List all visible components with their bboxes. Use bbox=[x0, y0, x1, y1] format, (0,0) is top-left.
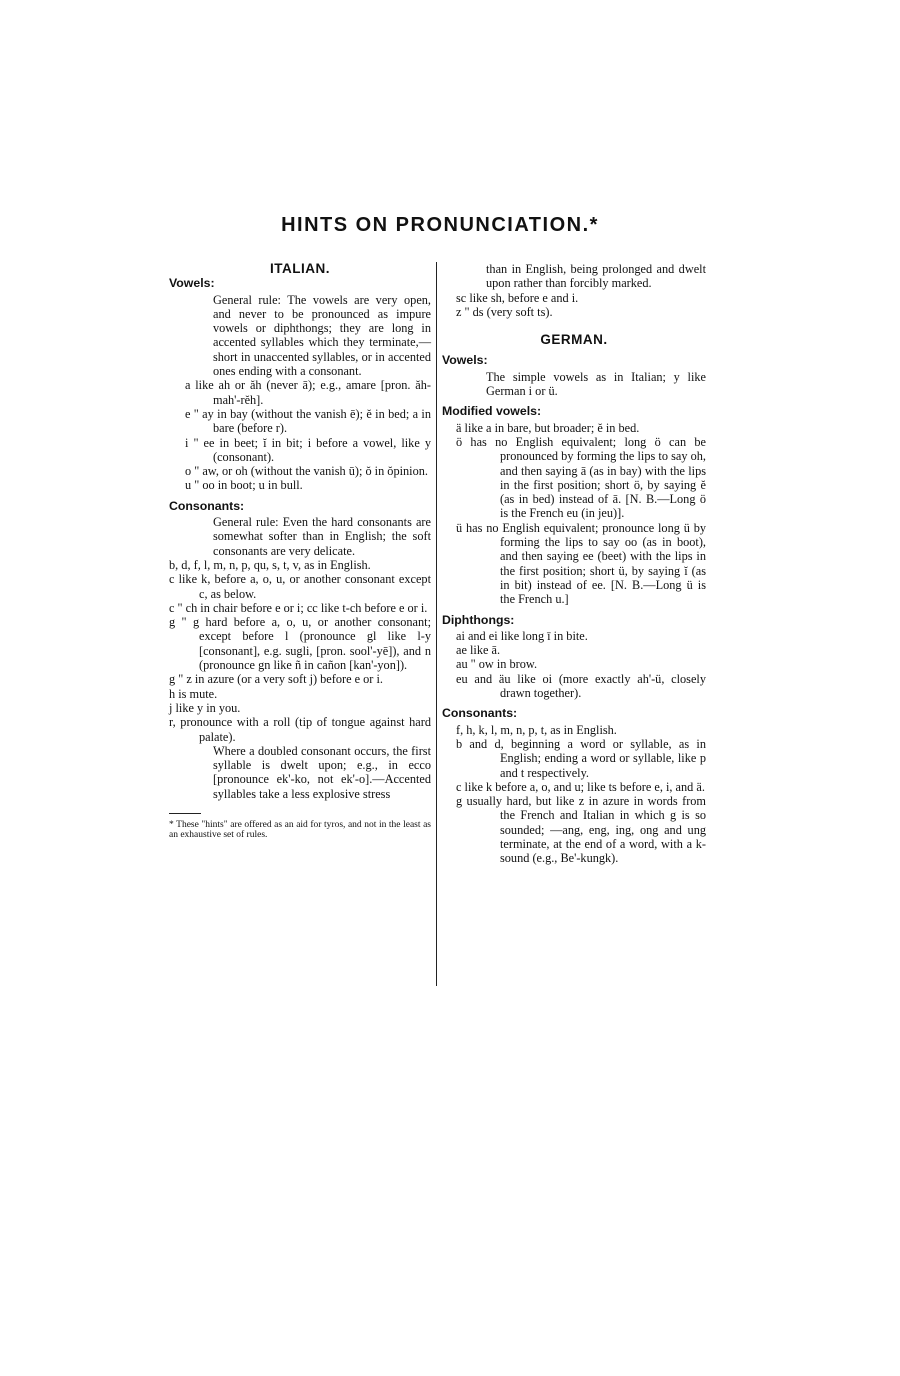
german-diphthongs-label: Diphthongs: bbox=[442, 612, 515, 627]
italian-vowel-u: u " oo in boot; u in bull. bbox=[185, 478, 303, 493]
italian-doubled-note: Where a doubled consonant occurs, the first syllable is dwelt upon; e.g., in ecco [pronounce ek'-ko, not ek'-o].—Accented syllables take a less explosive stress bbox=[213, 743, 431, 801]
german-diphthong-au: au " ow in brow. bbox=[456, 657, 538, 672]
italian-consonant-z: z " ds (very soft ts). bbox=[456, 304, 553, 319]
german-consonant-c: c like k before a, o, and u; like ts before e, i, and ä. bbox=[456, 779, 705, 794]
italian-heading: ITALIAN. bbox=[270, 261, 330, 276]
italian-column bbox=[169, 262, 431, 841]
italian-stress-continuation: than in English, being prolonged and dwelt upon rather than forcibly marked. bbox=[486, 262, 706, 291]
german-consonant-g: g usually hard, but like z in azure in words from the French and Italian in which g is so sounded; —ang, eng, ing, ong and ung terminate, at the end of a word, with a k-sound (e.g., Be'-kungk). bbox=[456, 794, 706, 866]
italian-consonant-g-hard: g " g hard before a, o, u, or another consonant; except before l (pronounce gl like l-y [consonant], e.g. sugli, [pron. sool'-yē]), and n (pronounce gn like ñ in cañon [kan'-yon]). bbox=[169, 615, 431, 673]
column-divider bbox=[436, 262, 437, 986]
italian-consonant-g-soft: g " z in azure (or a very soft j) before e or i. bbox=[169, 672, 383, 687]
italian-consonant-j: j like y in you. bbox=[169, 700, 241, 715]
italian-consonants-label: Consonants: bbox=[169, 498, 245, 513]
german-vowels-text: The simple vowels as in Italian; y like German i or ü. bbox=[486, 369, 706, 399]
italian-vowel-o: o " aw, or oh (without the vanish ū); ŏ in ŏpinion. bbox=[185, 464, 428, 479]
german-diphthong-eu: eu and äu like oi (more exactly ah'-ü, closely drawn together). bbox=[456, 671, 706, 701]
german-column bbox=[442, 262, 706, 866]
german-diphthong-ai-ei: ai and ei like long ī in bite. bbox=[456, 628, 588, 643]
german-consonant-b-d: b and d, beginning a word or syllable, as in English; ending a word or syllable, like p and t respectively. bbox=[456, 736, 706, 780]
german-consonant-common: f, h, k, l, m, n, p, t, as in English. bbox=[456, 722, 617, 737]
italian-consonant-h: h is mute. bbox=[169, 686, 218, 701]
footnote: * These "hints" are offered as an aid for tyros, and not in the least as an exhaustive set of rules. bbox=[169, 819, 431, 841]
footnote-rule bbox=[169, 813, 201, 814]
german-modified-a: ä like a in bare, but broader; ĕ in bed. bbox=[456, 420, 640, 435]
german-modified-o: ö has no English equivalent; long ö can be pronounced by forming the lips to say oh, and then saying ā (as in bay) with the lips in the first position; short ö, by saying ĕ (as in bed) instead of ā. [N. B.—Long ö is the French eu (in jeu)]. bbox=[456, 434, 706, 521]
italian-consonant-c-hard: c like k, before a, o, u, or another consonant except c, as below. bbox=[169, 572, 431, 601]
italian-consonant-common: b, d, f, l, m, n, p, qu, s, t, v, as in English. bbox=[169, 557, 371, 572]
german-heading: GERMAN. bbox=[540, 332, 608, 348]
german-diphthong-ae: ae like ā. bbox=[456, 643, 501, 658]
italian-vowels-label: Vowels: bbox=[169, 276, 215, 291]
italian-consonant-sc: sc like sh, before e and i. bbox=[456, 290, 579, 305]
italian-vowel-e: e " ay in bay (without the vanish ē); ĕ in bed; a in bare (before r). bbox=[185, 406, 431, 436]
german-consonants-label: Consonants: bbox=[442, 706, 518, 721]
italian-vowel-i: i " ee in beet; ĭ in bit; i before a vowel, like y (consonant). bbox=[185, 435, 431, 464]
german-vowels-label: Vowels: bbox=[442, 353, 488, 368]
italian-consonant-r: r, pronounce with a roll (tip of tongue against hard palate). bbox=[169, 715, 431, 744]
italian-vowel-a: a like ah or ăh (never ā); e.g., amare [pron. ăh-mah'-rĕh]. bbox=[185, 378, 431, 407]
italian-consonant-c-soft: c " ch in chair before e or i; cc like t-ch before e or i. bbox=[169, 600, 428, 615]
italian-vowels-rule: General rule: The vowels are very open, and never to be pronounced as impure vowels or diphthongs; they are long in accented syllables which they terminate,—short in unaccented syllables, or in accented ones ending with a consonant. bbox=[213, 292, 431, 379]
german-modified-u: ü has no English equivalent; pronounce long ü by forming the lips to say oo (as in boot), and then saying ee (beet) with the lips in the first position; short ü, by saying ĭ (as in bit) instead of ee. [N. B.—Long ü is the French u.] bbox=[456, 520, 706, 607]
german-modified-label: Modified vowels: bbox=[442, 404, 542, 419]
page-title: HINTS ON PRONUNCIATION.* bbox=[281, 214, 599, 236]
italian-consonants-rule: General rule: Even the hard consonants are somewhat softer than in English; the soft consonants are very delicate. bbox=[213, 515, 431, 558]
